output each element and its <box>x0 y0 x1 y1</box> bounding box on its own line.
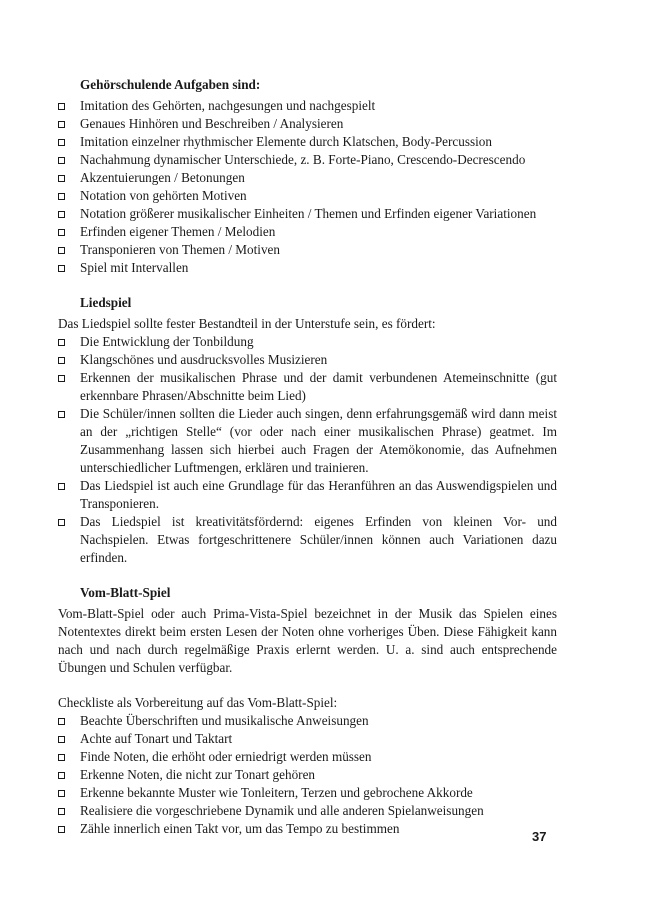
list-item-text: Genaues Hinhören und Beschreiben / Analysieren <box>80 116 344 131</box>
square-bullet-icon <box>58 375 65 382</box>
page-number: 37 <box>532 829 547 844</box>
list-item-text: Das Liedspiel ist kreativitätsfördernd: eigenes Erfinden von kleinen Vor- und Nachspielen. Etwas fortgeschrittenere Schüler/innen können auch Variationen dazu erfinden. <box>80 514 557 565</box>
list-item-text: Klangschönes und ausdrucksvolles Musizieren <box>80 352 328 367</box>
list-item-text: Das Liedspiel ist auch eine Grundlage für das Heranführen an das Auswendigspielen und Transponieren. <box>80 478 557 511</box>
heading-liedspiel: Liedspiel <box>80 295 132 310</box>
list-item <box>58 405 557 477</box>
list-item <box>58 97 557 115</box>
list-item <box>58 730 557 748</box>
list-item <box>58 712 557 730</box>
list-item <box>58 748 557 766</box>
square-bullet-icon <box>58 772 65 779</box>
list-item-text: Erkenne Noten, die nicht zur Tonart gehören <box>80 767 316 782</box>
square-bullet-icon <box>58 736 65 743</box>
list-item <box>58 259 557 277</box>
square-bullet-icon <box>58 103 65 110</box>
list-item-text: Notation größerer musikalischer Einheiten / Themen und Erfinden eigener Variationen <box>80 206 537 221</box>
square-bullet-icon <box>58 754 65 761</box>
list-item-text: Realisiere die vorgeschriebene Dynamik und alle anderen Spielanweisungen <box>80 803 484 818</box>
list-item <box>58 369 557 405</box>
list-item-text: Die Schüler/innen sollten die Lieder auch singen, denn erfahrungsgemäß wird dann meist an der „richtigen Stelle“ (vor oder nach einer musikalischen Phrase) geatmet. Im Zusammenhang lassen sich hierbei auch Fragen der Atemökonomie, das Aufnehmen unterschiedlicher Luftmengen, erklären und trainieren. <box>80 406 557 475</box>
list-item <box>58 187 557 205</box>
square-bullet-icon <box>58 519 65 526</box>
square-bullet-icon <box>58 157 65 164</box>
square-bullet-icon <box>58 265 65 272</box>
list-item <box>58 477 557 513</box>
heading-vom-blatt-spiel: Vom-Blatt-Spiel <box>80 585 171 600</box>
list-item <box>58 223 557 241</box>
square-bullet-icon <box>58 357 65 364</box>
list-item <box>58 205 557 223</box>
square-bullet-icon <box>58 718 65 725</box>
list-item-text: Imitation des Gehörten, nachgesungen und nachgespielt <box>80 98 376 113</box>
square-bullet-icon <box>58 139 65 146</box>
square-bullet-icon <box>58 211 65 218</box>
list-item <box>58 513 557 567</box>
list-item-text: Erkenne bekannte Muster wie Tonleitern, Terzen und gebrochene Akkorde <box>80 785 473 800</box>
list-item-text: Finde Noten, die erhöht oder erniedrigt werden müssen <box>80 749 372 764</box>
square-bullet-icon <box>58 483 65 490</box>
list-liedspiel <box>58 333 557 567</box>
section-gap <box>58 277 557 294</box>
list-item <box>58 351 557 369</box>
list-item-text: Erkennen der musikalischen Phrase und der damit verbundenen Atemeinschnitte (gut erkennbare Phrasen/Abschnitte beim Lied) <box>80 370 557 403</box>
list-item <box>58 151 557 169</box>
list-item <box>58 766 557 784</box>
list-item <box>58 820 557 838</box>
square-bullet-icon <box>58 193 65 200</box>
liedspiel-intro: Das Liedspiel sollte fester Bestandteil in der Unterstufe sein, es fördert: <box>58 316 436 331</box>
square-bullet-icon <box>58 229 65 236</box>
list-item <box>58 115 557 133</box>
list-item <box>58 169 557 187</box>
list-item-text: Transponieren von Themen / Motiven <box>80 242 280 257</box>
square-bullet-icon <box>58 121 65 128</box>
list-item-text: Spiel mit Intervallen <box>80 260 189 275</box>
list-item <box>58 802 557 820</box>
list-item <box>58 241 557 259</box>
list-item <box>58 333 557 351</box>
vom-blatt-spiel-paragraph: Vom-Blatt-Spiel oder auch Prima-Vista-Spiel bezeichnet in der Musik das Spielen eines Notentextes direkt beim ersten Lesen der Noten ohne vorheriges Üben. Diese Fähigkeit kann nach und nach durch regelmäßige Praxis erlernt werden. U. a. sind auch entsprechende Übungen und Schulen verfügbar. <box>58 606 557 675</box>
list-item <box>58 784 557 802</box>
list-item-text: Erfinden eigener Themen / Melodien <box>80 224 276 239</box>
page-content <box>58 76 557 838</box>
list-item-text: Notation von gehörten Motiven <box>80 188 247 203</box>
list-item-text: Beachte Überschriften und musikalische Anweisungen <box>80 713 369 728</box>
square-bullet-icon <box>58 826 65 833</box>
list-item-text: Akzentuierungen / Betonungen <box>80 170 245 185</box>
checkliste-intro: Checkliste als Vorbereitung auf das Vom-Blatt-Spiel: <box>58 695 338 710</box>
section-gap <box>58 677 557 694</box>
list-item-text: Die Entwicklung der Tonbildung <box>80 334 254 349</box>
list-item-text: Zähle innerlich einen Takt vor, um das Tempo zu bestimmen <box>80 821 400 836</box>
list-item <box>58 133 557 151</box>
section-gap <box>58 567 557 584</box>
list-item-text: Achte auf Tonart und Taktart <box>80 731 233 746</box>
heading-gehoerschulung: Gehörschulende Aufgaben sind: <box>80 77 261 92</box>
square-bullet-icon <box>58 339 65 346</box>
list-item-text: Imitation einzelner rhythmischer Elemente durch Klatschen, Body-Percussion <box>80 134 492 149</box>
square-bullet-icon <box>58 790 65 797</box>
list-gehoerschulung <box>58 97 557 277</box>
square-bullet-icon <box>58 175 65 182</box>
square-bullet-icon <box>58 411 65 418</box>
list-item-text: Nachahmung dynamischer Unterschiede, z. B. Forte-Piano, Crescendo-Decrescendo <box>80 152 526 167</box>
square-bullet-icon <box>58 247 65 254</box>
square-bullet-icon <box>58 808 65 815</box>
list-checkliste <box>58 712 557 838</box>
